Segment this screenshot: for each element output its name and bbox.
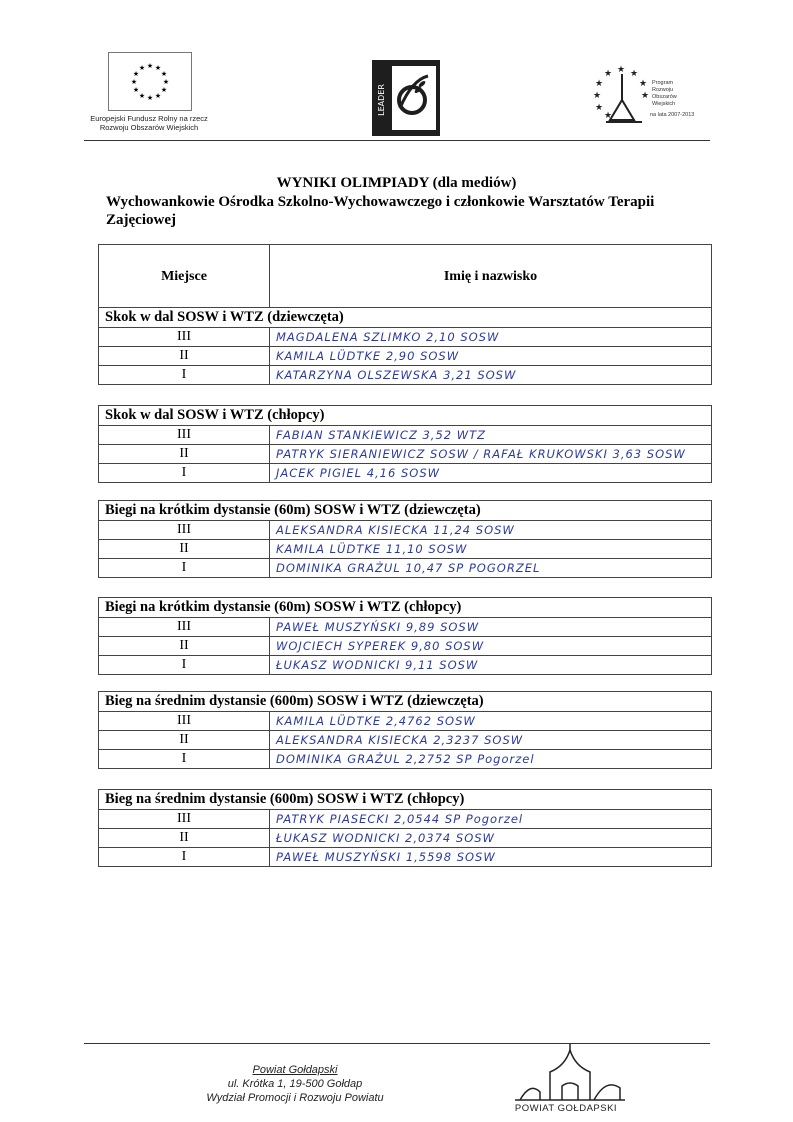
- prow-logo: [586, 60, 656, 128]
- entry-cell: ŁUKASZ WODNICKI 2,0374 SOSW: [276, 831, 495, 845]
- prow-caption: [652, 80, 696, 108]
- place-cell: II: [99, 829, 270, 847]
- table-row: [99, 656, 711, 674]
- place-cell: III: [99, 521, 270, 539]
- table-row: [99, 712, 711, 731]
- place-cell: II: [99, 347, 270, 365]
- place-cell: I: [99, 848, 270, 866]
- column-header-name: Imię i nazwisko: [443, 268, 538, 284]
- prow-caption-line: Wiejskich: [652, 101, 676, 107]
- svg-text:★: ★: [640, 91, 650, 101]
- table-row: [99, 848, 711, 866]
- table-row: [99, 810, 711, 829]
- prow-caption-line: Rozwoju: [652, 87, 674, 93]
- place-cell: II: [99, 637, 270, 655]
- entry-cell: KAMILA LÜDTKE 2,4762 SOSW: [276, 714, 476, 728]
- results-section: [98, 500, 712, 578]
- table-row: [99, 445, 711, 464]
- svg-text:★: ★: [629, 69, 639, 79]
- section-title: Bieg na średnim dystansie (600m) SOSW i WTZ (chłopcy): [99, 790, 711, 810]
- section-title: Biegi na krótkim dystansie (60m) SOSW i WTZ (dziewczęta): [99, 501, 711, 521]
- section-title: Skok w dal SOSW i WTZ (chłopcy): [99, 406, 711, 426]
- svg-text:★: ★: [130, 78, 138, 86]
- place-cell: III: [99, 426, 270, 444]
- svg-text:★: ★: [160, 86, 168, 94]
- entry-cell: DOMINIKA GRAŻUL 2,2752 SP Pogorzel: [276, 752, 535, 766]
- place-cell: I: [99, 366, 270, 384]
- powiat-goldapski-logo: [510, 1042, 630, 1102]
- place-cell: I: [99, 656, 270, 674]
- powiat-logo-text: POWIAT GOŁDAPSKI: [514, 1103, 618, 1114]
- section-title: Biegi na krótkim dystansie (60m) SOSW i WTZ (chłopcy): [99, 598, 711, 618]
- table-row: [99, 540, 711, 559]
- table-row: [99, 366, 711, 384]
- svg-text:★: ★: [138, 64, 146, 72]
- table-row: [99, 731, 711, 750]
- eu-caption: [84, 114, 214, 132]
- svg-text:★: ★: [594, 103, 604, 113]
- entry-cell: PAWEŁ MUSZYŃSKI 9,89 SOSW: [276, 620, 480, 634]
- prow-caption-line: Program: [652, 80, 674, 86]
- entry-cell: WOJCIECH SYPEREK 9,80 SOSW: [276, 639, 485, 653]
- column-header-place: Miejsce: [99, 245, 270, 308]
- place-cell: III: [99, 618, 270, 636]
- entry-cell: JACEK PIGIEL 4,16 SOSW: [276, 466, 440, 480]
- eu-flag-logo: [108, 52, 192, 111]
- entry-cell: ALEKSANDRA KISIECKA 2,3237 SOSW: [276, 733, 524, 747]
- svg-text:★: ★: [603, 111, 613, 121]
- table-row: [99, 521, 711, 540]
- place-cell: III: [99, 810, 270, 828]
- table-row: [99, 829, 711, 848]
- svg-text:★: ★: [132, 70, 140, 78]
- place-cell: I: [99, 750, 270, 768]
- svg-text:★: ★: [603, 69, 613, 79]
- prow-years: na lata 2007-2013: [650, 112, 695, 118]
- results-section: [98, 691, 712, 769]
- document-title: WYNIKI OLIMPIADY (dla mediów): [276, 175, 517, 191]
- svg-text:★: ★: [162, 78, 170, 86]
- footer-line2: ul. Krótka 1, 19-500 Gołdap: [227, 1078, 363, 1090]
- svg-text:★: ★: [160, 70, 168, 78]
- table-row: [99, 464, 711, 482]
- footer-line1: Powiat Gołdapski: [252, 1064, 338, 1076]
- prow-caption-line: Obszarów: [652, 94, 677, 100]
- results-section: [98, 405, 712, 483]
- leader-logo-text: LEADER: [377, 84, 386, 116]
- svg-text:★: ★: [132, 86, 140, 94]
- table-row: [99, 750, 711, 768]
- footer-line3: Wydział Promocji i Rozwoju Powiatu: [206, 1092, 384, 1104]
- eu-caption-line2: Rozwoju Obszarów Wiejskich: [99, 123, 199, 132]
- place-cell: II: [99, 731, 270, 749]
- entry-cell: ALEKSANDRA KISIECKA 11,24 SOSW: [276, 523, 515, 537]
- svg-text:★: ★: [616, 65, 626, 75]
- eu-stars-icon: [109, 53, 191, 110]
- eu-caption-line1: Europejski Fundusz Rolny na rzecz: [90, 114, 208, 123]
- place-cell: I: [99, 464, 270, 482]
- results-section: [98, 789, 712, 867]
- svg-text:★: ★: [638, 79, 648, 89]
- table-row: [99, 426, 711, 445]
- svg-text:★: ★: [154, 92, 162, 100]
- entry-cell: ŁUKASZ WODNICKI 9,11 SOSW: [276, 658, 479, 672]
- place-cell: III: [99, 328, 270, 346]
- table-row: [99, 347, 711, 366]
- svg-text:★: ★: [146, 94, 154, 102]
- entry-cell: PATRYK PIASECKI 2,0544 SP Pogorzel: [276, 812, 524, 826]
- entry-cell: KAMILA LÜDTKE 11,10 SOSW: [276, 542, 468, 556]
- section-title: Bieg na średnim dystansie (600m) SOSW i WTZ (dziewczęta): [99, 692, 711, 712]
- header-divider: [84, 140, 710, 141]
- svg-text:★: ★: [592, 91, 602, 101]
- entry-cell: MAGDALENA SZLIMKO 2,10 SOSW: [276, 330, 500, 344]
- results-section: [98, 597, 712, 675]
- entry-cell: KAMILA LÜDTKE 2,90 SOSW: [276, 349, 460, 363]
- entry-cell: PATRYK SIERANIEWICZ SOSW / RAFAŁ KRUKOWSKI 3,63 SOSW: [276, 447, 686, 461]
- results-section: [98, 307, 712, 385]
- svg-text:★: ★: [138, 92, 146, 100]
- leader-logo: [372, 60, 440, 136]
- results-header-table: [98, 244, 712, 308]
- svg-text:★: ★: [154, 64, 162, 72]
- place-cell: I: [99, 559, 270, 577]
- svg-text:★: ★: [146, 62, 154, 70]
- footer-address: [180, 1063, 410, 1105]
- table-row: [99, 328, 711, 347]
- section-title: Skok w dal SOSW i WTZ (dziewczęta): [99, 308, 711, 328]
- svg-text:★: ★: [594, 79, 604, 89]
- document-subtitle: Wychowankowie Ośrodka Szkolno-Wychowawczego i członkowie Warsztatów Terapii Zajęciowej: [106, 194, 655, 228]
- place-cell: II: [99, 540, 270, 558]
- entry-cell: KATARZYNA OLSZEWSKA 3,21 SOSW: [276, 368, 517, 382]
- table-row: [99, 559, 711, 577]
- place-cell: III: [99, 712, 270, 730]
- entry-cell: FABIAN STANKIEWICZ 3,52 WTZ: [276, 428, 487, 442]
- place-cell: II: [99, 445, 270, 463]
- entry-cell: PAWEŁ MUSZYŃSKI 1,5598 SOSW: [276, 850, 496, 864]
- table-row: [99, 637, 711, 656]
- table-row: [99, 618, 711, 637]
- entry-cell: DOMINIKA GRAŻUL 10,47 SP POGORZEL: [276, 561, 541, 575]
